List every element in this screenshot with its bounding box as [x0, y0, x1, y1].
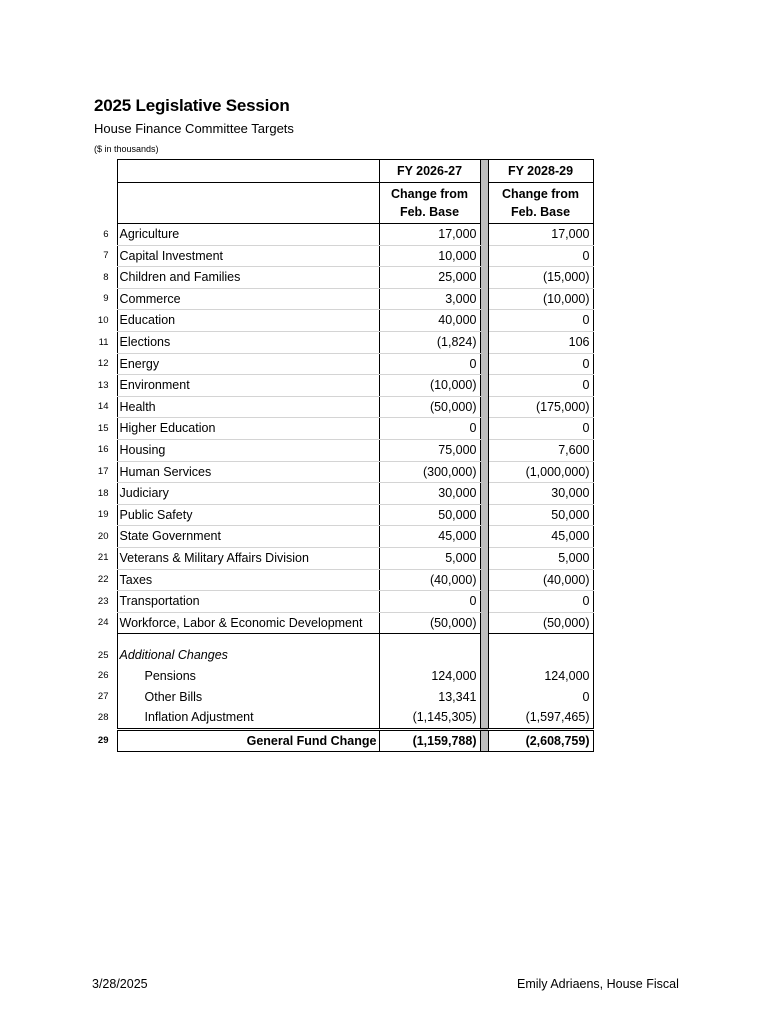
row-number: 8: [103, 271, 109, 283]
column-separator: [480, 224, 488, 246]
row-label: Public Safety: [117, 504, 379, 526]
row-label: Other Bills: [117, 686, 379, 707]
table-row: [86, 267, 593, 289]
row-number: 15: [97, 422, 109, 434]
row-number: 16: [97, 444, 109, 456]
table-row: [86, 591, 593, 613]
value-fy2026-27: [379, 645, 480, 666]
value-fy2026-27: (10,000): [379, 375, 480, 397]
value-fy2028-29: 0: [488, 375, 593, 397]
column-separator: [480, 396, 488, 418]
value-fy2028-29: 30,000: [488, 483, 593, 505]
value-fy2026-27: 50,000: [379, 504, 480, 526]
table-row: [86, 526, 593, 548]
row-label: General Fund Change: [117, 729, 379, 752]
footer-author: Emily Adriaens, House Fiscal: [517, 977, 679, 991]
value-fy2028-29: (50,000): [488, 612, 593, 634]
header-blank-cell: [117, 160, 379, 183]
value-fy2028-29: 0: [488, 245, 593, 267]
value-fy2028-29: (40,000): [488, 569, 593, 591]
table-row: [86, 612, 593, 634]
row-label: Transportation: [117, 591, 379, 613]
value-fy2028-29: (1,597,465): [488, 707, 593, 729]
value-fy2026-27: (1,145,305): [379, 707, 480, 729]
row-number: 21: [97, 552, 109, 564]
value-fy2026-27: 0: [379, 418, 480, 440]
table-row: [86, 331, 593, 353]
value-fy2026-27: (300,000): [379, 461, 480, 483]
table-row: [86, 461, 593, 483]
row-label: Judiciary: [117, 483, 379, 505]
column-separator: [480, 310, 488, 332]
row-number: 14: [97, 401, 109, 413]
column-separator: [480, 418, 488, 440]
column-separator: [480, 439, 488, 461]
column-separator: [480, 288, 488, 310]
column-header-fy2026-27: FY 2026-27: [379, 160, 480, 183]
row-number: 23: [97, 595, 109, 607]
row-label: Capital Investment: [117, 245, 379, 267]
row-number: 9: [103, 293, 109, 305]
table-subheader-row: [86, 183, 593, 224]
column-separator: [480, 526, 488, 548]
row-label: Human Services: [117, 461, 379, 483]
row-label: Health: [117, 396, 379, 418]
value-fy2028-29: 17,000: [488, 224, 593, 246]
value-fy2026-27: 13,341: [379, 686, 480, 707]
value-fy2028-29: 0: [488, 310, 593, 332]
value-fy2026-27: (50,000): [379, 612, 480, 634]
row-label: Agriculture: [117, 224, 379, 246]
row-label: Energy: [117, 353, 379, 375]
row-number: 27: [97, 691, 109, 703]
row-number: 17: [97, 466, 109, 478]
value-fy2026-27: (50,000): [379, 396, 480, 418]
value-fy2028-29: 5,000: [488, 547, 593, 569]
spacer-row: [86, 634, 593, 646]
row-number: 26: [97, 670, 109, 682]
table-row: [86, 504, 593, 526]
value-fy2026-27: 45,000: [379, 526, 480, 548]
value-fy2028-29: 7,600: [488, 439, 593, 461]
value-fy2028-29: 50,000: [488, 504, 593, 526]
row-number: 24: [97, 617, 109, 629]
value-fy2028-29: (2,608,759): [488, 729, 593, 752]
row-label: Housing: [117, 439, 379, 461]
value-fy2026-27: 30,000: [379, 483, 480, 505]
row-label: Inflation Adjustment: [117, 707, 379, 729]
value-fy2026-27: (40,000): [379, 569, 480, 591]
column-separator: [480, 375, 488, 397]
table-row: [86, 686, 593, 707]
column-separator: [480, 267, 488, 289]
value-fy2028-29: 0: [488, 353, 593, 375]
column-separator: [480, 547, 488, 569]
table-row: [86, 353, 593, 375]
value-fy2026-27: (1,159,788): [379, 729, 480, 752]
subheader-line1: Change from: [501, 187, 580, 201]
row-number: 22: [97, 574, 109, 586]
row-label: Elections: [117, 331, 379, 353]
row-number: 19: [97, 509, 109, 521]
column-subheader-fy2026-27: [379, 183, 480, 224]
value-fy2028-29: (1,000,000): [488, 461, 593, 483]
value-fy2026-27: 40,000: [379, 310, 480, 332]
row-label: Pensions: [117, 666, 379, 687]
value-fy2028-29: 124,000: [488, 666, 593, 687]
value-fy2026-27: 5,000: [379, 547, 480, 569]
finance-targets-table: [86, 159, 594, 752]
value-fy2026-27: 17,000: [379, 224, 480, 246]
value-fy2028-29: 0: [488, 418, 593, 440]
value-fy2028-29: 45,000: [488, 526, 593, 548]
row-number: 7: [103, 250, 109, 262]
subheader-line2: Feb. Base: [399, 205, 460, 219]
column-separator: [480, 483, 488, 505]
value-fy2028-29: 0: [488, 686, 593, 707]
value-fy2028-29: [488, 645, 593, 666]
column-separator: [480, 331, 488, 353]
column-separator: [480, 707, 488, 729]
row-label: Taxes: [117, 569, 379, 591]
column-separator: [480, 686, 488, 707]
row-number: 18: [97, 487, 109, 499]
row-label: Commerce: [117, 288, 379, 310]
value-fy2028-29: (175,000): [488, 396, 593, 418]
table-row: [86, 547, 593, 569]
page-subtitle: House Finance Committee Targets: [94, 121, 294, 136]
row-number: 12: [97, 358, 109, 370]
table-row: [86, 483, 593, 505]
value-fy2028-29: (10,000): [488, 288, 593, 310]
row-label: Environment: [117, 375, 379, 397]
value-fy2028-29: 106: [488, 331, 593, 353]
value-fy2026-27: 0: [379, 591, 480, 613]
row-label: Workforce, Labor & Economic Development: [117, 612, 379, 634]
row-number: 20: [97, 530, 109, 542]
row-label: Additional Changes: [117, 645, 379, 666]
subheader-line1: Change from: [390, 187, 469, 201]
column-separator: [480, 353, 488, 375]
value-fy2026-27: 75,000: [379, 439, 480, 461]
row-number: 13: [97, 379, 109, 391]
total-row: [86, 729, 593, 752]
column-separator: [480, 729, 488, 752]
value-fy2028-29: (15,000): [488, 267, 593, 289]
table-header-row: [86, 160, 593, 183]
row-number: 28: [97, 712, 109, 724]
table-row: [86, 375, 593, 397]
row-number: 10: [97, 314, 109, 326]
value-fy2026-27: 124,000: [379, 666, 480, 687]
table-row: [86, 245, 593, 267]
table-row: [86, 569, 593, 591]
column-separator: [480, 183, 488, 224]
table-row: [86, 396, 593, 418]
row-number: 25: [97, 649, 109, 661]
value-fy2026-27: 0: [379, 353, 480, 375]
table-row: [86, 418, 593, 440]
column-separator: [480, 160, 488, 183]
subheader-line2: Feb. Base: [510, 205, 571, 219]
column-separator: [480, 645, 488, 666]
value-fy2026-27: 3,000: [379, 288, 480, 310]
row-label: State Government: [117, 526, 379, 548]
row-label: Education: [117, 310, 379, 332]
column-separator: [480, 245, 488, 267]
footer-date: 3/28/2025: [92, 977, 148, 991]
row-number: 11: [98, 336, 109, 348]
row-label: Veterans & Military Affairs Division: [117, 547, 379, 569]
page-title: 2025 Legislative Session: [94, 96, 290, 115]
row-label: Higher Education: [117, 418, 379, 440]
column-separator: [480, 666, 488, 687]
column-subheader-fy2028-29: [488, 183, 593, 224]
section-header-row: [86, 645, 593, 666]
table-row: [86, 707, 593, 729]
column-separator: [480, 504, 488, 526]
column-separator: [480, 591, 488, 613]
table-row: [86, 310, 593, 332]
value-fy2026-27: 25,000: [379, 267, 480, 289]
row-label: Children and Families: [117, 267, 379, 289]
value-fy2026-27: (1,824): [379, 331, 480, 353]
units-note: ($ in thousands): [94, 144, 159, 154]
table-row: [86, 288, 593, 310]
table-row: [86, 439, 593, 461]
table-row: [86, 224, 593, 246]
value-fy2028-29: 0: [488, 591, 593, 613]
value-fy2026-27: 10,000: [379, 245, 480, 267]
table-row: [86, 666, 593, 687]
header-blank-cell: [117, 183, 379, 224]
column-separator: [480, 569, 488, 591]
row-number: 6: [103, 228, 109, 240]
column-header-fy2028-29: FY 2028-29: [488, 160, 593, 183]
column-separator: [480, 612, 488, 634]
column-separator: [480, 461, 488, 483]
row-number: 29: [97, 734, 109, 746]
